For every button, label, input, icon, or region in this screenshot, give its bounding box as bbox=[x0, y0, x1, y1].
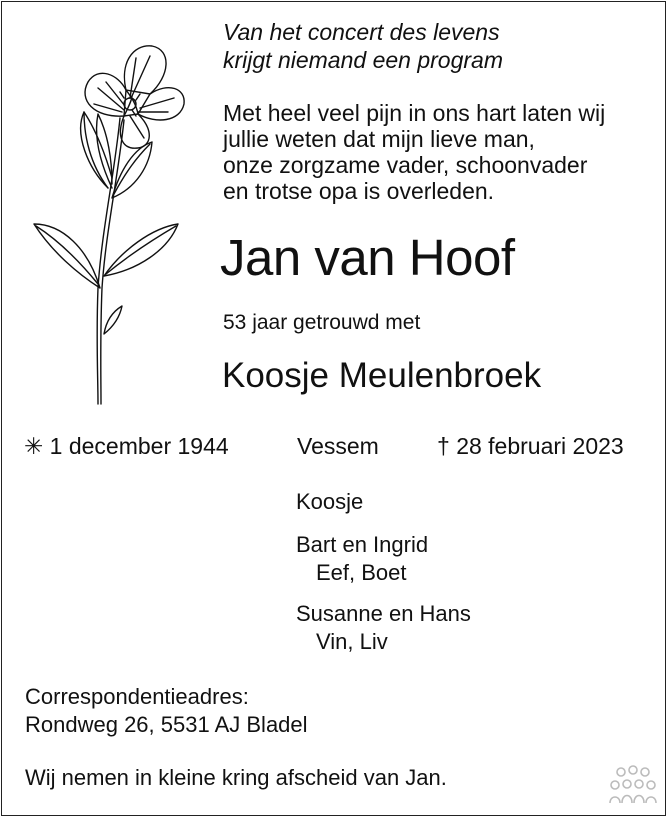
intro-line: onze zorgzame vader, schoonvader bbox=[223, 152, 588, 178]
farewell-text: Wij nemen in kleine kring afscheid van Jan. bbox=[25, 765, 447, 790]
birth-place: Vessem bbox=[297, 433, 379, 459]
motto-line: krijgt niemand een program bbox=[223, 47, 503, 73]
birth-star-icon: ✳ bbox=[24, 433, 44, 459]
birth-date-text: 1 december 1944 bbox=[49, 433, 229, 459]
intro-line: en trotse opa is overleden. bbox=[223, 178, 495, 204]
intro-line: Met heel veel pijn in ons hart laten wij bbox=[223, 100, 606, 126]
spouse-name: Koosje Meulenbroek bbox=[222, 356, 542, 395]
birth-date bbox=[24, 433, 229, 460]
family-group bbox=[296, 600, 471, 656]
family-member: Bart en Ingrid bbox=[296, 532, 429, 557]
intro-line: jullie weten dat mijn lieve man, bbox=[223, 126, 535, 152]
grandchildren: Eef, Boet bbox=[316, 560, 407, 585]
death-cross-icon: † bbox=[437, 433, 450, 459]
death-date-text: 28 februari 2023 bbox=[456, 433, 624, 459]
correspondence-label: Correspondentieadres: bbox=[25, 684, 249, 709]
married-text: 53 jaar getrouwd met bbox=[223, 311, 421, 334]
family-group bbox=[296, 531, 428, 587]
community-people-icon bbox=[608, 765, 658, 805]
family-member: Susanne en Hans bbox=[296, 601, 471, 626]
family-member: Koosje bbox=[296, 489, 364, 514]
correspondence-address: Rondweg 26, 5531 AJ Bladel bbox=[25, 712, 308, 737]
grandchildren: Vin, Liv bbox=[316, 629, 388, 654]
motto bbox=[223, 18, 503, 74]
motto-line: Van het concert des levens bbox=[223, 19, 500, 45]
family-group bbox=[296, 488, 363, 516]
correspondence-block bbox=[25, 683, 308, 739]
deceased-name: Jan van Hoof bbox=[220, 229, 515, 286]
death-date bbox=[437, 433, 624, 460]
intro-text bbox=[223, 100, 605, 204]
flower-illustration-icon bbox=[28, 38, 188, 406]
